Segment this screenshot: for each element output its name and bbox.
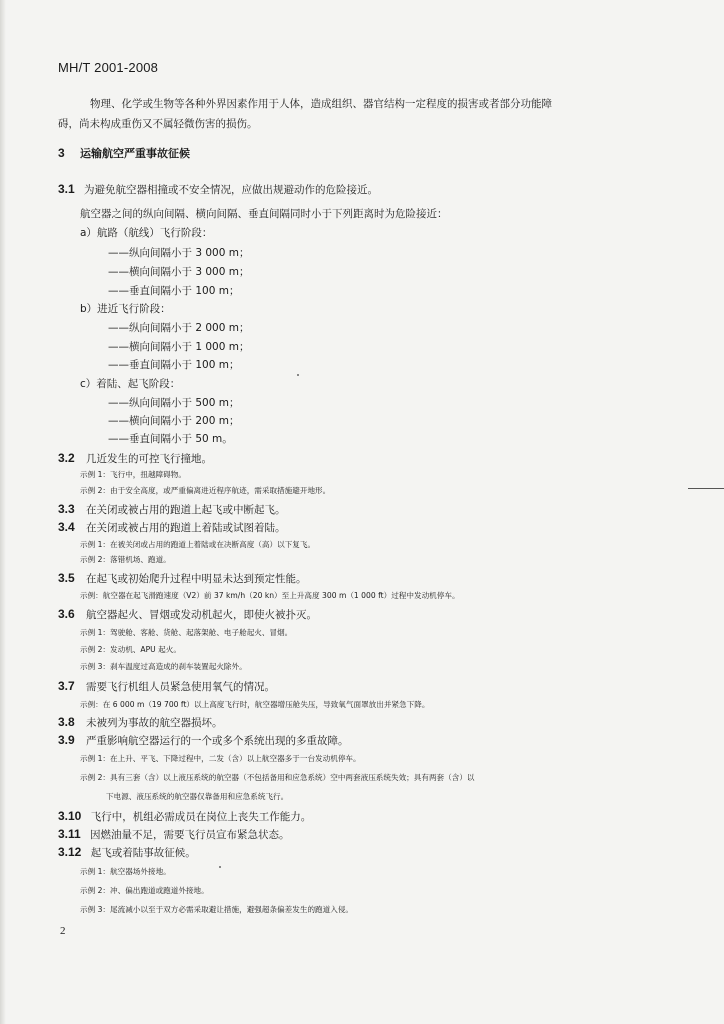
intro-line-2: 碍，尚未构成重伤又不属轻微伤害的损伤。	[58, 118, 258, 130]
example-line: 示例 2：发动机、APU 起火。	[80, 645, 181, 654]
intro-line-1: 物理、化学或生物等各种外界因素作用于人体，造成组织、器官结构一定程度的损害或者部分功能障	[90, 98, 552, 110]
example-line: 下电源、液压系统的航空器仅靠备用和应急系统飞行。	[106, 792, 289, 801]
list-item-a1: ——纵向间隔小于 3 000 m；	[108, 247, 250, 259]
example-line: 示例 3：刹车温度过高造成的刹车装置起火除外。	[80, 662, 247, 671]
list-item-c2: ——横向间隔小于 200 m；	[108, 415, 240, 427]
item-3-5	[58, 571, 307, 586]
item-number: 3.1	[58, 182, 75, 196]
example-line: 示例 1：航空器场外接地。	[80, 867, 171, 876]
page-number: 2	[60, 925, 66, 937]
item-3-12	[58, 845, 196, 860]
example-line: 示例 1：飞行中，扭越障碍物。	[80, 470, 186, 479]
item-text: 严重影响航空器运行的一个或多个系统出现的多重故障。	[86, 735, 349, 747]
item-number: 3.9	[58, 733, 75, 747]
margin-mark	[688, 488, 724, 489]
list-item-b2: ——横向间隔小于 1 000 m；	[108, 341, 250, 353]
item-text: 需要飞行机组人员紧急使用氧气的情况。	[86, 681, 276, 693]
item-number: 3.2	[58, 451, 75, 465]
item-text: 在起飞或初始爬升过程中明显未达到预定性能。	[86, 573, 307, 585]
item-text: 在关闭或被占用的跑道上起飞或中断起飞。	[86, 504, 286, 516]
item-3-11	[58, 827, 290, 842]
spacing-intro: 航空器之间的纵向间隔、横向间隔、垂直间隔同时小于下列距离时为危险接近：	[80, 208, 448, 220]
item-number: 3.5	[58, 571, 75, 585]
example-line: 示例 2：冲、偏出跑道或跑道外接地。	[80, 886, 209, 895]
list-item-c1: ——纵向间隔小于 500 m；	[108, 397, 240, 409]
item-number: 3.10	[58, 809, 82, 823]
item-3-7	[58, 679, 275, 694]
item-3-4	[58, 520, 286, 535]
example-line: 示例 2：落错机场、跑道。	[80, 555, 171, 564]
example-line: 示例：在 6 000 m（19 700 ft）以上高度飞行时，航空器增压舱失压，导致氧气面罩放出并紧急下降。	[80, 700, 430, 709]
example-line: 示例 3：尾流减小以至于双方必需采取避让措施，避强超条偏差发生的跑道入侵。	[80, 905, 354, 914]
example-line: 示例：航空器在起飞滑跑速度（V2）前 37 km/h（20 kn）至上升高度 300 m（1 000 ft）过程中发动机停车。	[80, 591, 460, 600]
item-text: 飞行中，机组必需成员在岗位上丧失工作能力。	[90, 811, 312, 823]
item-number: 3.8	[58, 715, 75, 729]
item-3-3	[58, 502, 286, 517]
item-number: 3.6	[58, 607, 75, 621]
item-number: 3.4	[58, 520, 75, 534]
item-text: 起飞或着陆事故征候。	[90, 847, 196, 859]
item-3-8	[58, 715, 223, 730]
item-text: 未被列为事故的航空器损坏。	[86, 717, 223, 729]
scan-speck	[297, 374, 299, 376]
item-text: 航空器起火、冒烟或发动机起火，即使火被扑灭。	[86, 609, 318, 621]
list-item-a3: ——垂直间隔小于 100 m；	[108, 285, 240, 297]
item-text: 几近发生的可控飞行撞地。	[86, 453, 213, 465]
section-number: 3	[58, 146, 65, 160]
list-item-b3: ——垂直间隔小于 100 m；	[108, 359, 240, 371]
example-line: 示例 1：驾驶舱、客舱、货舱、起落架舱、电子舱起火、冒烟。	[80, 628, 293, 637]
example-line: 示例 2：由于安全高度，或严重偏离进近程序航迹，需采取措施避开地形。	[80, 486, 331, 495]
item-3-10	[58, 809, 311, 824]
item-text: 在关闭或被占用的跑道上着陆或试图着陆。	[86, 522, 286, 534]
item-3-9	[58, 733, 349, 748]
document-code: MH/T 2001-2008	[58, 60, 159, 75]
list-label-b: b）进近飞行阶段：	[80, 303, 171, 315]
item-3-6	[58, 607, 317, 622]
item-3-2	[58, 451, 212, 466]
scan-speck	[219, 866, 221, 868]
item-text: 因燃油量不足，需要飞行员宣布紧急状态。	[90, 829, 290, 841]
item-text: 为避免航空器相撞或不安全情况，应做出规避动作的危险接近。	[84, 184, 379, 196]
example-line: 示例 1：在上升、平飞、下降过程中，二发（含）以上航空器多于一台发动机停车。	[80, 754, 361, 763]
item-number: 3.7	[58, 679, 75, 693]
scan-edge	[0, 0, 6, 1024]
item-number: 3.11	[58, 827, 81, 841]
list-item-c3: ——垂直间隔小于 50 m。	[108, 433, 233, 445]
example-line: 示例 2：具有三套（含）以上液压系统的航空器（不包括备用和应急系统）空中两套液压系统失效；具有两套（含）以	[80, 773, 475, 782]
list-item-a2: ——横向间隔小于 3 000 m；	[108, 266, 250, 278]
list-label-c: c）着陆、起飞阶段：	[80, 378, 181, 390]
section-3-heading	[58, 146, 190, 161]
item-number: 3.12	[58, 845, 82, 859]
example-line: 示例 1：在被关闭或占用的跑道上着陆或在决断高度（高）以下复飞。	[80, 540, 316, 549]
item-3-1	[58, 182, 378, 197]
section-title: 运输航空严重事故征候	[80, 147, 191, 160]
item-number: 3.3	[58, 502, 75, 516]
list-label-a: a）航路（航线）飞行阶段：	[80, 227, 213, 239]
list-item-b1: ——纵向间隔小于 2 000 m；	[108, 322, 250, 334]
